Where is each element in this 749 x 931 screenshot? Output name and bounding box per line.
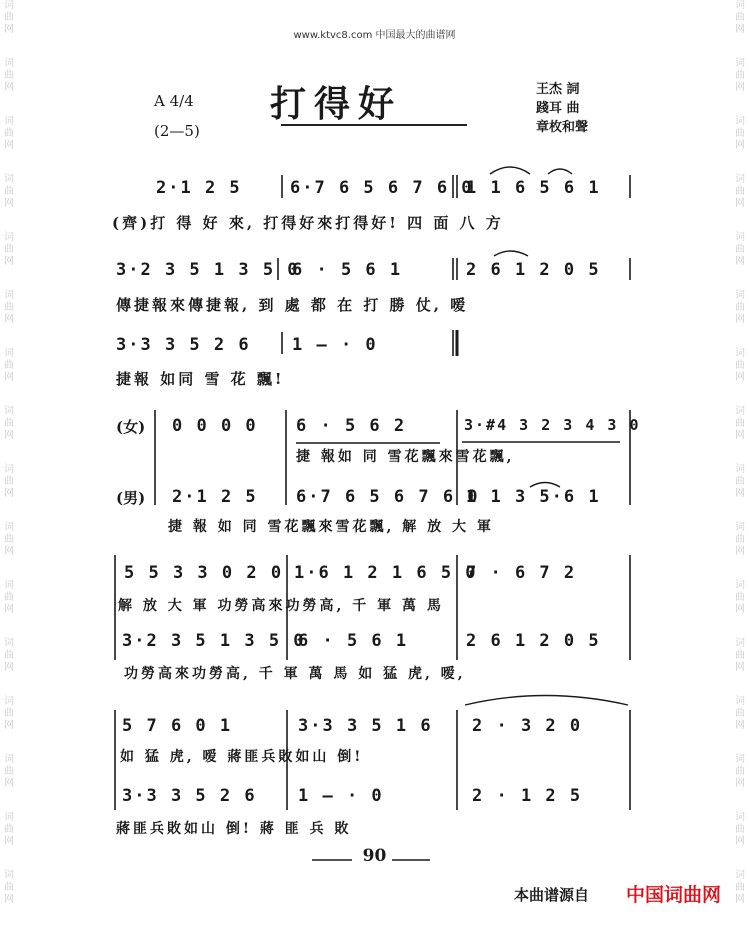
watermark-glyph: 曲 <box>4 824 14 835</box>
s4-female-measure-3: 3·#4 3 2 3 4 3 0 <box>464 416 641 434</box>
watermark-glyph: 网 <box>4 894 14 905</box>
watermark-glyph: 曲 <box>4 476 14 487</box>
watermark-glyph: 词 <box>735 638 745 649</box>
s3-lyrics: 捷報 如同 雪 花 飄! <box>116 370 285 388</box>
watermark-glyph: 网 <box>4 82 14 93</box>
watermark-glyph: 词 <box>4 696 14 707</box>
s3-measure-1: 3·3 3 5 2 6 <box>116 335 251 355</box>
watermark-glyph: 词 <box>735 870 745 881</box>
watermark-glyph: 曲 <box>4 360 14 371</box>
intro-notes: (2—5) <box>154 122 200 140</box>
s3-measure-2: 1 — · 0 <box>292 335 378 355</box>
watermark-url[interactable]: www.ktvc8.com <box>293 30 373 41</box>
watermark-glyph: 词 <box>4 348 14 359</box>
watermark-glyph: 曲 <box>4 418 14 429</box>
watermark-glyph: 曲 <box>4 244 14 255</box>
watermark-glyph: 词 <box>735 696 745 707</box>
watermark-glyph: 网 <box>735 604 745 615</box>
watermark-glyph: 网 <box>735 662 745 673</box>
watermark-glyph: 曲 <box>4 186 14 197</box>
watermark-glyph: 网 <box>4 256 14 267</box>
watermark-glyph: 曲 <box>735 650 745 661</box>
watermark-glyph: 曲 <box>735 824 745 835</box>
s4-male-measure-2: 6·7 6 5 6 7 6 0 <box>296 487 480 507</box>
watermark-glyph: 网 <box>4 604 14 615</box>
s5-lower-lyrics: 功勞高來功勞高, 千 軍 萬 馬 如 猛 虎, 嗳, <box>124 666 466 682</box>
key-meter: A 4/4 <box>154 92 194 110</box>
watermark-glyph: 网 <box>4 372 14 383</box>
watermark-glyph: 词 <box>735 290 745 301</box>
s6-upper-measure-2: 3·3 3 5 1 6 <box>298 716 433 736</box>
s5-lower-measure-2: 6 · 5 6 1 <box>298 631 409 651</box>
watermark-glyph: 曲 <box>4 766 14 777</box>
watermark-glyph: 曲 <box>4 302 14 313</box>
watermark-glyph: 网 <box>735 546 745 557</box>
s1-measure-3: 1 1 6 5 6 1 <box>466 178 601 198</box>
credit-lyricist: 王杰 詞 <box>536 82 580 97</box>
watermark-glyph: 曲 <box>735 534 745 545</box>
watermark-glyph: 词 <box>735 522 745 533</box>
credit-harmony: 章枚和聲 <box>536 120 589 135</box>
site-name-link[interactable]: 中国词曲网 <box>626 884 722 906</box>
watermark-glyph: 词 <box>735 232 745 243</box>
s6-upper-measure-3: 2 · 3 2 0 <box>472 716 583 736</box>
watermark-glyph: 词 <box>4 406 14 417</box>
watermark-glyph: 曲 <box>735 592 745 603</box>
watermark-glyph: 词 <box>735 464 745 475</box>
watermark-glyph: 网 <box>735 82 745 93</box>
watermark-glyph: 网 <box>735 778 745 789</box>
watermark-glyph: 词 <box>4 116 14 127</box>
watermark-glyph: 网 <box>735 24 745 35</box>
watermark-glyph: 词 <box>735 406 745 417</box>
watermark-glyph: 词 <box>4 174 14 185</box>
watermark-glyph: 网 <box>735 488 745 499</box>
s5-upper-measure-3: 7 · 6 7 2 <box>466 563 577 583</box>
watermark-glyph: 网 <box>735 836 745 847</box>
watermark-glyph: 词 <box>735 116 745 127</box>
watermark-glyph: 词 <box>4 58 14 69</box>
watermark-glyph: 网 <box>4 140 14 151</box>
watermark-glyph: 曲 <box>735 186 745 197</box>
watermark-glyph: 曲 <box>4 70 14 81</box>
watermark-glyph: 网 <box>735 430 745 441</box>
watermark-glyph: 曲 <box>4 12 14 23</box>
s1-measure-2: 6·7 6 5 6 7 6 0 <box>290 178 474 198</box>
watermark-glyph: 词 <box>735 580 745 591</box>
watermark-glyph: 网 <box>4 836 14 847</box>
watermark-glyph: 曲 <box>4 592 14 603</box>
watermark-glyph: 词 <box>735 174 745 185</box>
s6-lower-measure-1: 3·3 3 5 2 6 <box>122 786 257 806</box>
s6-lower-measure-2: 1 — · 0 <box>298 786 384 806</box>
watermark-glyph: 网 <box>4 546 14 557</box>
s2-measure-2: 6 · 5 6 1 <box>292 260 403 280</box>
watermark-glyph: 曲 <box>735 302 745 313</box>
watermark-glyph: 网 <box>4 662 14 673</box>
watermark-glyph: 曲 <box>735 476 745 487</box>
watermark-glyph: 词 <box>4 638 14 649</box>
s4-female-measure-1: 0 0 0 0 <box>172 416 258 436</box>
watermark-glyph: 词 <box>4 232 14 243</box>
watermark-glyph: 词 <box>4 870 14 881</box>
watermark-glyph: 网 <box>735 314 745 325</box>
s4-male-measure-3: 1 1 3 5·6 1 <box>466 487 601 507</box>
s5-upper-lyrics: 解 放 大 軍 功勞高來功勞高, 千 軍 萬 馬 <box>118 598 444 614</box>
s4-female-measure-2: 6 · 5 6 2 <box>296 416 407 436</box>
watermark-glyph: 词 <box>735 58 745 69</box>
watermark-glyph: 网 <box>735 256 745 267</box>
watermark-glyph: 词 <box>735 754 745 765</box>
watermark-glyph: 网 <box>4 314 14 325</box>
watermark-glyph: 网 <box>735 372 745 383</box>
watermark-glyph: 网 <box>735 894 745 905</box>
s5-lower-measure-1: 3·2 3 5 1 3 5 0 <box>122 631 306 651</box>
s5-lower-measure-3: 2 6 1 2 0 5 <box>466 631 601 651</box>
watermark-glyph: 曲 <box>4 534 14 545</box>
s5-upper-measure-1: 5 5 3 3 0 2 0 <box>124 563 284 583</box>
s6-upper-lyrics: 如 猛 虎, 嗳 蔣匪兵敗如山 倒! <box>120 749 364 765</box>
s6-upper-measure-1: 5 7 6 0 1 <box>122 716 233 736</box>
watermark-glyph: 词 <box>4 522 14 533</box>
watermark-glyph: 曲 <box>4 128 14 139</box>
watermark-glyph: 词 <box>4 0 14 11</box>
source-label: 本曲谱源自 <box>514 886 590 904</box>
credit-composer: 踐耳 曲 <box>536 101 580 116</box>
page-number: 90 <box>362 846 387 866</box>
s4-female-lyrics: 捷 報如 同 雪花飄來雪花飄, <box>296 449 515 465</box>
watermark-glyph: 曲 <box>4 650 14 661</box>
watermark-glyph: 曲 <box>735 244 745 255</box>
s2-measure-1: 3·2 3 5 1 3 5 0 <box>116 260 300 280</box>
watermark-glyph: 曲 <box>735 360 745 371</box>
s6-lower-lyrics: 蔣匪兵敗如山 倒! 蔣 匪 兵 敗 <box>116 821 352 837</box>
watermark-glyph: 词 <box>4 754 14 765</box>
watermark-glyph: 词 <box>4 464 14 475</box>
s2-measure-3: 2 6 1 2 0 5 <box>466 260 601 280</box>
s1-lyrics: (齊)打 得 好 來, 打得好來打得好! 四 面 八 方 <box>112 214 504 232</box>
watermark-glyph: 词 <box>4 290 14 301</box>
watermark-glyph: 曲 <box>735 12 745 23</box>
watermark-glyph: 曲 <box>735 128 745 139</box>
watermark-glyph: 网 <box>735 140 745 151</box>
s4-male-measure-1: 2·1 2 5 <box>172 487 258 507</box>
part-label-female: (女) <box>116 418 146 436</box>
watermark-glyph: 词 <box>735 0 745 11</box>
part-label-male: (男) <box>116 489 146 507</box>
s4-male-lyrics: 捷 報 如 同 雪花飄來雪花飄, 解 放 大 軍 <box>168 519 494 535</box>
watermark-glyph: 网 <box>4 488 14 499</box>
watermark-glyph: 网 <box>4 430 14 441</box>
watermark-glyph: 网 <box>4 778 14 789</box>
watermark-glyph: 网 <box>735 720 745 731</box>
s5-upper-measure-2: 1·6 1 2 1 6 5 0 <box>294 563 478 583</box>
watermark-glyph: 词 <box>4 580 14 591</box>
watermark-glyph: 曲 <box>4 882 14 893</box>
s2-lyrics: 傳捷報來傳捷報, 到 處 都 在 打 勝 仗, 嗳 <box>116 296 469 314</box>
watermark-glyph: 曲 <box>735 708 745 719</box>
watermark-glyph: 网 <box>4 198 14 209</box>
watermark-glyph: 词 <box>735 812 745 823</box>
s6-lower-measure-3: 2 · 1 2 5 <box>472 786 583 806</box>
watermark-slogan: 中国最大的曲谱网 <box>375 30 456 41</box>
watermark-glyph: 词 <box>4 812 14 823</box>
s1-measure-1: 2·1 2 5 <box>156 178 242 198</box>
watermark-glyph: 网 <box>4 24 14 35</box>
watermark-glyph: 词 <box>735 348 745 359</box>
watermark-glyph: 曲 <box>735 766 745 777</box>
watermark-glyph: 曲 <box>735 418 745 429</box>
watermark-glyph: 网 <box>4 720 14 731</box>
watermark-glyph: 曲 <box>735 70 745 81</box>
watermark-glyph: 网 <box>735 198 745 209</box>
song-title: 打得好 <box>270 83 403 125</box>
watermark-glyph: 曲 <box>735 882 745 893</box>
watermark-glyph: 曲 <box>4 708 14 719</box>
